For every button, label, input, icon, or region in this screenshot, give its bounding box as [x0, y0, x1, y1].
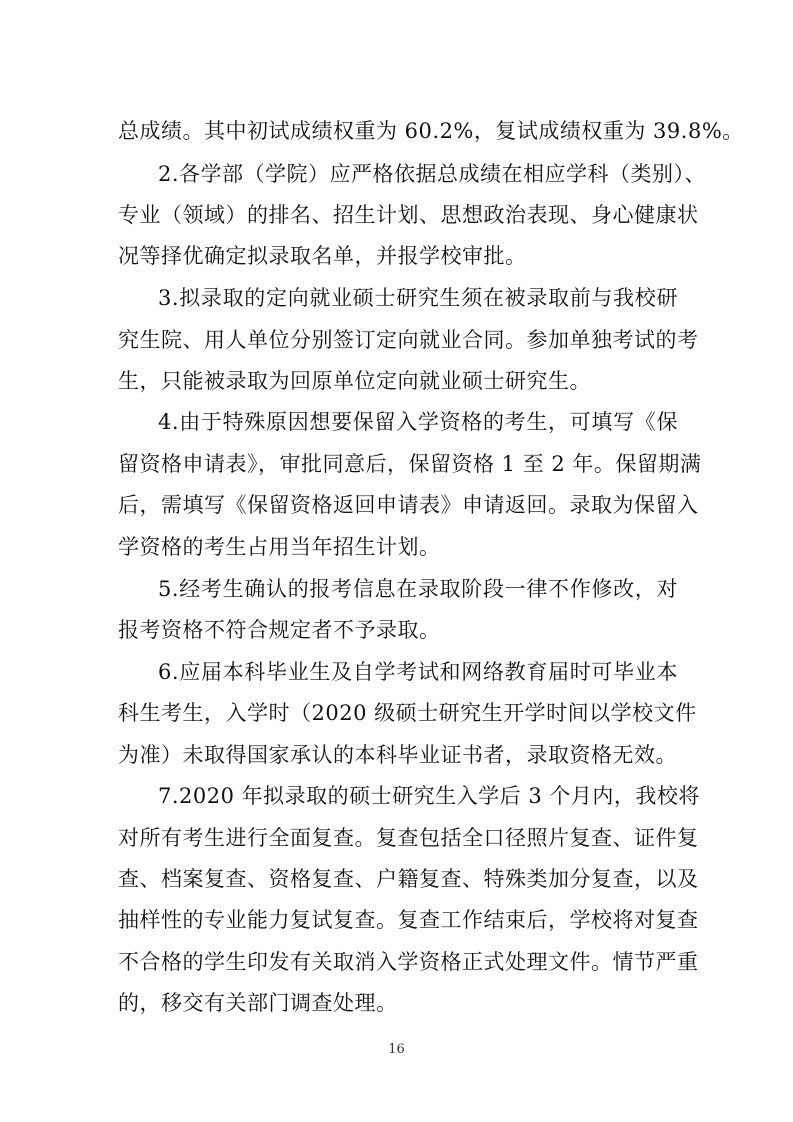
paragraph-line: 7.2020 年拟录取的硕士研究生入学后 3 个月内，我校将	[158, 784, 700, 808]
paragraph-line: 后，需填写《保留资格返回申请表》申请返回。录取为保留入	[118, 493, 699, 517]
paragraph-line: 生，只能被录取为回原单位定向就业硕士研究生。	[118, 369, 591, 393]
paragraph-line: 6.应届本科毕业生及自学考试和网络教育届时可毕业本	[158, 660, 678, 684]
paragraph-line: 2.各学部（学院）应严格依据总成绩在相应学科（类别）、	[158, 162, 707, 186]
paragraph-line: 学资格的考生占用当年招生计划。	[118, 535, 441, 559]
paragraph-line: 不合格的学生印发有关取消入学资格正式处理文件。情节严重	[118, 950, 699, 974]
paragraph-line: 对所有考生进行全面复查。复查包括全口径照片复查、证件复	[118, 826, 699, 850]
paragraph-line: 留资格申请表》，审批同意后，保留资格 1 至 2 年。保留期满	[118, 452, 702, 476]
paragraph-line: 科生考生，入学时（2020 级硕士研究生开学时间以学校文件	[118, 701, 697, 725]
page-number: 16	[388, 1042, 405, 1057]
paragraph-line: 5.经考生确认的报考信息在录取阶段一律不作修改，对	[158, 577, 678, 601]
paragraph-line: 3.拟录取的定向就业硕士研究生须在被录取前与我校研	[158, 286, 678, 310]
paragraph-line: 报考资格不符合规定者不予录取。	[118, 618, 441, 642]
paragraph-line: 的，移交有关部门调查处理。	[118, 991, 398, 1015]
paragraph-line: 为准）未取得国家承认的本科毕业证书者，录取资格无效。	[118, 743, 677, 767]
paragraph-line: 4.由于特殊原因想要保留入学资格的考生，可填写《保	[158, 410, 678, 434]
paragraph-line: 抽样性的专业能力复试复查。复查工作结束后，学校将对复查	[118, 908, 699, 932]
paragraph-line: 查、档案复查、资格复查、户籍复查、特殊类加分复查，以及	[118, 867, 699, 891]
paragraph-line: 专业（领域）的排名、招生计划、思想政治表现、身心健康状	[118, 203, 699, 227]
paragraph-line: 究生院、用人单位分别签订定向就业合同。参加单独考试的考	[118, 328, 699, 352]
paragraph-line: 况等择优确定拟录取名单，并报学校审批。	[118, 244, 527, 268]
paragraph-line: 总成绩。其中初试成绩权重为 60.2%，复试成绩权重为 39.8%。	[118, 119, 744, 143]
